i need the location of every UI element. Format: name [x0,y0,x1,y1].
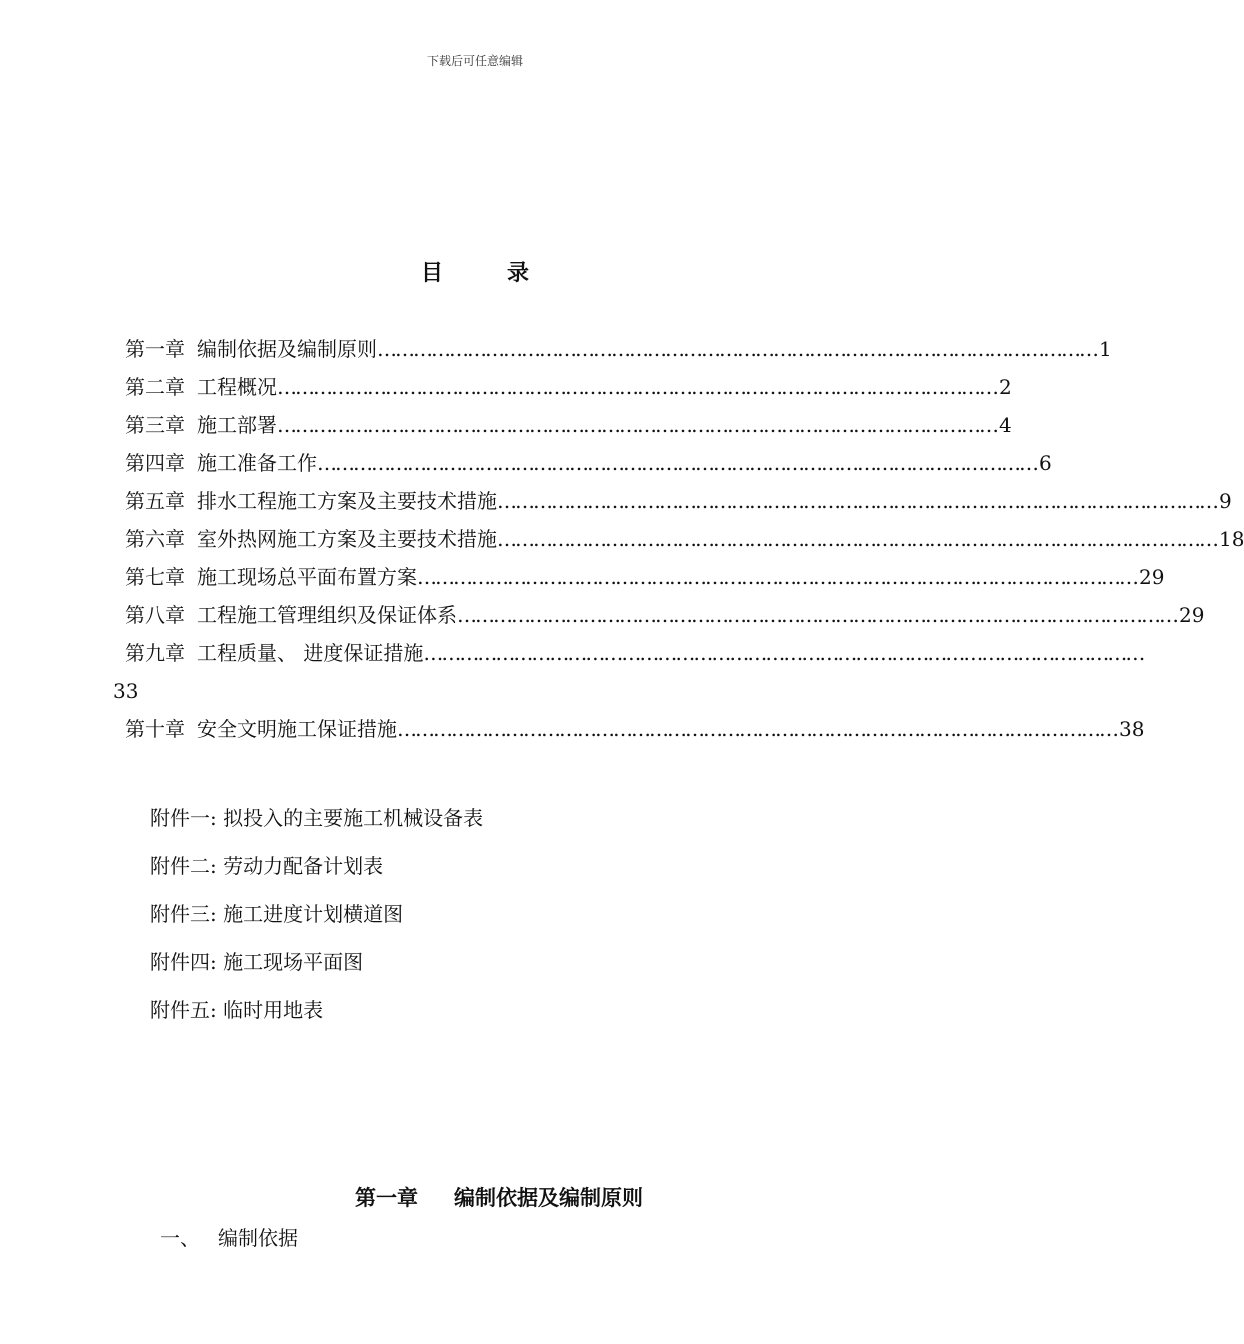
toc-leader-dots: ………………………………………………………………………………………………………… [497,527,1217,551]
toc-leader-dots: ………………………………………………………………………………………………………… [497,489,1217,513]
toc-entry-title: 工程质量、 进度保证措施 [197,641,424,665]
toc-title [0,256,950,287]
attachment-title: 施工进度计划横道图 [223,902,404,926]
attachment-item[interactable] [150,794,650,842]
toc-entry-title: 排水工程施工方案及主要技术措施 [197,489,497,513]
toc-entry-page: 4 [999,413,1012,437]
attachment-label: 附件三: [150,902,217,926]
section-heading [160,1222,298,1251]
toc-leader-dots: ………………………………………………………………………………………………………… [317,451,1037,475]
toc-leader-dots: ………………………………………………………………………………………………………… [377,337,1097,361]
toc-entry-page: 18 [1219,527,1244,551]
attachment-label: 附件四: [150,950,217,974]
toc-entry-title: 施工现场总平面布置方案 [197,565,417,589]
toc-entry[interactable] [125,406,1012,444]
attachment-item[interactable] [150,938,650,986]
toc-entry[interactable] [125,482,1232,520]
toc-entry-chapter: 第八章 [125,603,185,627]
toc-entry-page: 38 [1119,717,1145,741]
section-heading-title: 编制依据 [218,1226,298,1250]
attachment-item[interactable] [150,986,650,1034]
toc-leader-dots: ………………………………………………………………………………………………………… [277,375,997,399]
chapter-heading [355,1182,643,1212]
attachment-item[interactable] [150,890,650,938]
toc-entry-chapter: 第四章 [125,451,185,475]
toc-entry-title: 工程施工管理组织及保证体系 [197,603,457,627]
toc-leader-dots: ………………………………………………………………………………………………………… [457,603,1177,627]
attachment-label: 附件一: [150,806,217,830]
toc-entry[interactable] [125,596,1205,634]
toc-leader-dots: ………………………………………………………………………………………………………… [423,641,1144,665]
page-header: 下载后可任意编辑 [426,54,523,68]
attachment-item[interactable] [150,842,650,890]
toc-entry-page: 9 [1219,489,1232,513]
toc-entry[interactable] [125,444,1052,482]
toc-entry[interactable] [125,520,1244,558]
attachment-title: 劳动力配备计划表 [223,854,384,878]
toc-title-left: 目 [420,261,443,286]
attachment-label: 附件五: [150,998,217,1022]
toc-entry-title: 工程概况 [197,375,277,399]
toc-leader-dots: ………………………………………………………………………………………………………… [417,565,1137,589]
toc-entry-page: 6 [1039,451,1052,475]
attachment-title: 临时用地表 [223,998,324,1022]
toc-entry-title: 安全文明施工保证措施 [197,717,397,741]
attachment-title: 施工现场平面图 [223,950,364,974]
toc-entry[interactable] [125,368,1012,406]
toc-entry[interactable] [125,558,1165,596]
toc-entry-title: 室外热网施工方案及主要技术措施 [197,527,497,551]
attachment-title: 拟投入的主要施工机械设备表 [223,806,484,830]
toc-title-right: 录 [507,261,530,286]
toc-entry-chapter: 第九章 [125,641,185,665]
section-heading-number: 一、 [160,1226,200,1250]
toc-entry-chapter: 第一章 [125,337,185,361]
toc-entry-chapter: 第十章 [125,717,185,741]
toc-entry-page: 33 [113,679,139,703]
toc-entry-chapter: 第五章 [125,489,185,513]
toc-entry[interactable] [125,634,1144,672]
chapter-heading-title: 编制依据及编制原则 [454,1186,643,1210]
chapter-heading-number: 第一章 [355,1186,418,1210]
toc-entry-page: 29 [1139,565,1165,589]
toc-entry-chapter: 第三章 [125,413,185,437]
toc-entry-title: 施工部署 [197,413,277,437]
toc-entry-title: 施工准备工作 [197,451,317,475]
toc-entry-page: 2 [999,375,1012,399]
toc-entry-chapter: 第七章 [125,565,185,589]
toc-leader-dots: ………………………………………………………………………………………………………… [397,717,1117,741]
toc-entry-chapter: 第二章 [125,375,185,399]
toc-leader-dots: ………………………………………………………………………………………………………… [277,413,997,437]
toc-entry-title: 编制依据及编制原则 [197,337,377,361]
toc-entry[interactable] [125,330,1112,368]
attachment-label: 附件二: [150,854,217,878]
toc-entry[interactable] [125,710,1145,748]
toc-entry-page: 1 [1099,337,1112,361]
toc-entry-page: 29 [1179,603,1205,627]
toc-entry-chapter: 第六章 [125,527,185,551]
